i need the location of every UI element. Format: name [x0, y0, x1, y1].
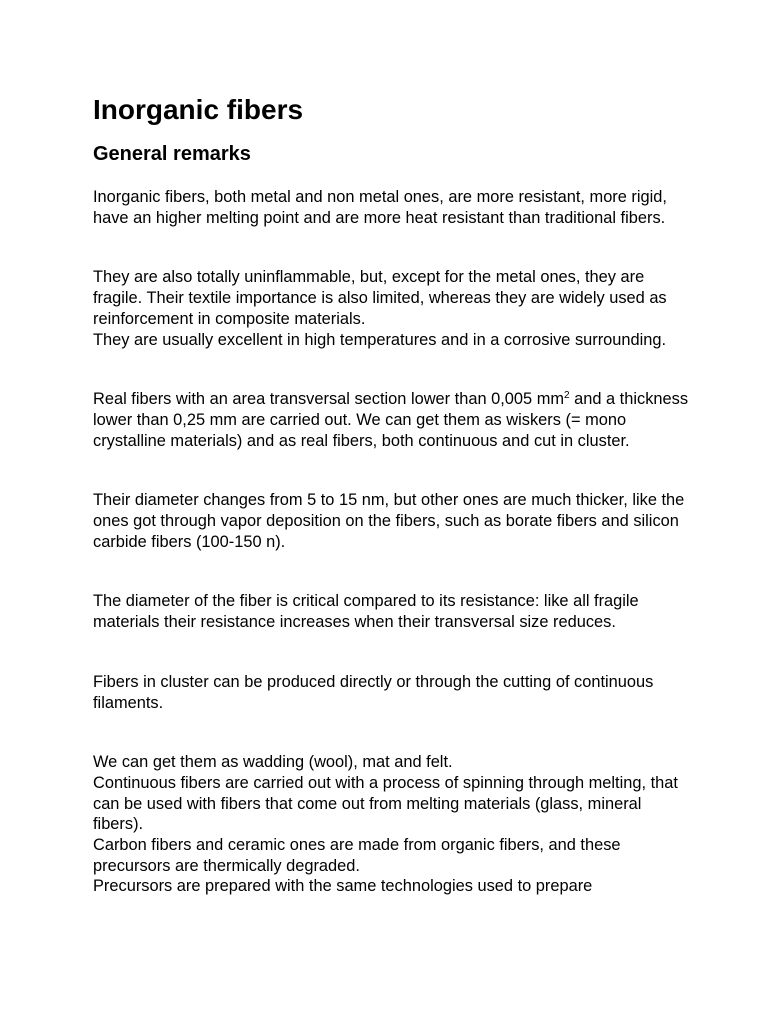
page-title: Inorganic fibers: [93, 94, 304, 125]
paragraph-real-fibers: [93, 389, 693, 451]
paragraph-diameter-range: Their diameter changes from 5 to 15 nm, but other ones are much thicker, like the ones got through vapor deposition on the fibers, such as borate fibers and silicon carbide fibers (100-150 n).: [93, 491, 685, 551]
paragraph-temperatures: They are usually excellent in high temperatures and in a corrosive surrounding.: [93, 330, 667, 349]
paragraph-diameter-critical: The diameter of the fiber is critical compared to its resistance: like all fragile materials their resistance increases when their transversal size reduces.: [93, 592, 639, 632]
paragraph-wadding: We can get them as wadding (wool), mat and felt.: [93, 753, 453, 772]
paragraph-intro: Inorganic fibers, both metal and non metal ones, are more resistant, more rigid, have an higher melting point and are more heat resistant than traditional fibers.: [93, 188, 667, 227]
real-fibers-text-start: Real fibers with an area transversal section lower than 0,005 mm: [93, 390, 564, 409]
real-fibers-text-end: and a thickness lower than 0,25 mm are carried out. We can get them as wiskers (= mono crystalline materials) and as real fibers, both continuous and cut in cluster.: [93, 390, 689, 450]
document-page: [93, 92, 693, 897]
section-heading: General remarks: [93, 143, 251, 165]
paragraph-precursors: Precursors are prepared with the same technologies used to prepare: [93, 877, 593, 896]
paragraph-uninflammable: They are also totally uninflammable, but, except for the metal ones, they are fragile. Their textile importance is also limited, whereas they are widely used as reinforcement in composite materials.: [93, 268, 667, 328]
paragraph-cluster: Fibers in cluster can be produced directly or through the cutting of continuous filaments.: [93, 672, 654, 712]
superscript-squared: 2: [564, 390, 570, 402]
paragraph-carbon: Carbon fibers and ceramic ones are made from organic fibers, and these precursors are thermically degraded.: [93, 836, 621, 875]
paragraph-continuous: Continuous fibers are carried out with a process of spinning through melting, that can be used with fibers that come out from melting materials (glass, mineral fibers).: [93, 773, 678, 834]
